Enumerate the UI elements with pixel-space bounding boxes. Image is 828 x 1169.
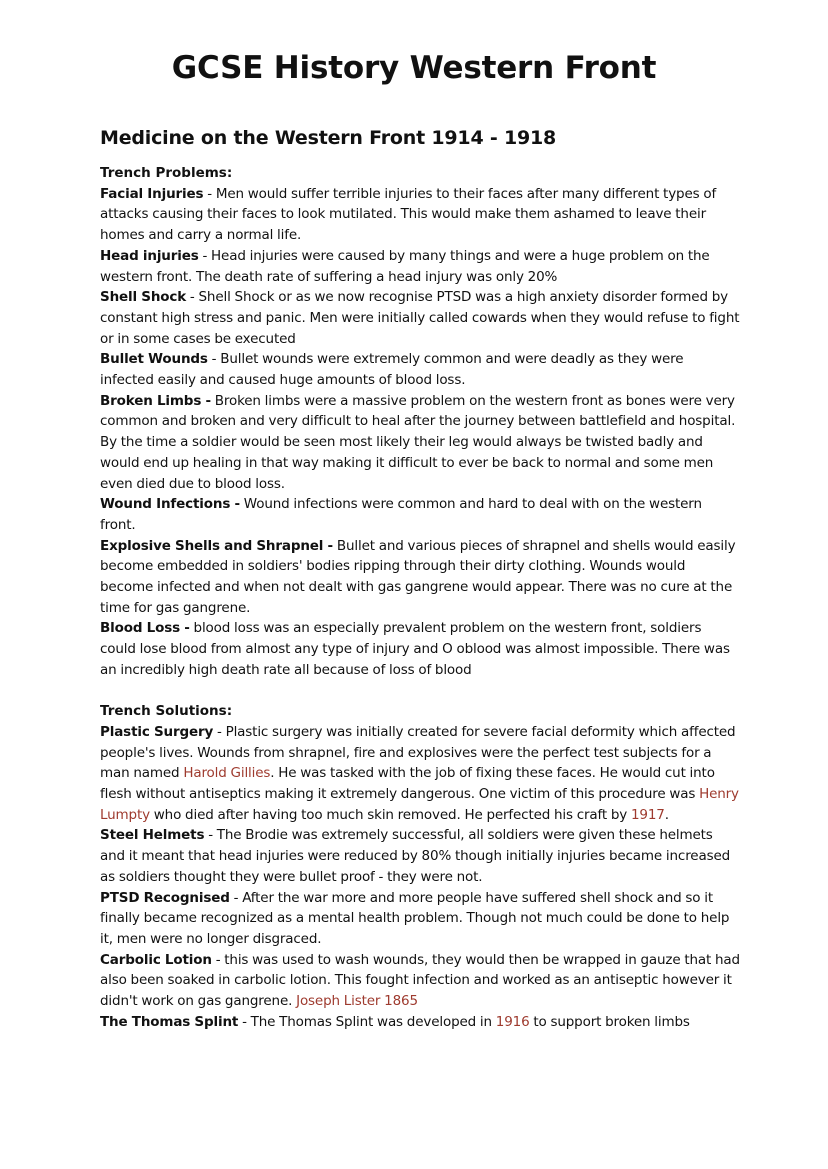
separator: - — [204, 827, 217, 844]
solution-thomas-splint — [100, 1012, 740, 1033]
separator: - — [211, 951, 225, 968]
solution-steel-helmets — [100, 825, 740, 887]
entry-text: Broken limbs were a massive problem on the western front as bones were very common and broken and very difficult to heal after the journey between battlefield and hospital. By the time a soldier would be seen most likely their leg would always be twisted badly and would end up healing in that way making it difficult to ever be back to normal and some men even died due to blood loss. — [100, 392, 736, 492]
problem-blood-loss — [100, 618, 740, 680]
term-label: Broken Limbs - — [100, 392, 211, 409]
term-label: Blood Loss - — [100, 620, 190, 637]
highlight-harold-gillies: Harold Gillies — [183, 765, 271, 782]
entry-text: blood loss was an especially prevalent problem on the western front, soldiers could lose blood from almost any type of injury and O oblood was almost impossible. There was an incredibly high death rate all because of loss of blood — [100, 620, 730, 678]
problem-head-injuries — [100, 246, 740, 287]
entry-text: Wound infections were common and hard to deal with on the western front. — [100, 496, 702, 533]
term-label: Steel Helmets — [100, 827, 205, 844]
solution-plastic-surgery — [100, 722, 740, 826]
entry-text: to support broken limbs — [529, 1013, 690, 1030]
term-label: PTSD Recognised — [100, 889, 230, 906]
entry-text: Men would suffer terrible injuries to their faces after many different types of attacks causing their faces to look mutilated. This would make them ashamed to leave their homes and carry a normal life. — [100, 185, 717, 244]
entry-text: Plastic surgery was initially created for severe facial deformity which affected people's lives. Wounds from shrapnel, fire and explosives were the perfect test subjects for a man named — [100, 723, 736, 782]
entry-text: Shell Shock or as we now recognise PTSD was a high anxiety disorder formed by constant high stress and panic. Men were initially called cowards when they would refuse to fight or in some cases be executed — [100, 289, 740, 347]
separator: - — [198, 247, 212, 264]
problem-explosive-shells — [100, 536, 740, 619]
entry-text: The Brodie was extremely successful, all soldiers were given these helmets and it meant that head injuries were reduced by 80% though initially injuries became increased as soldiers thought they were bullet proof - they were not. — [100, 827, 731, 885]
term-label: Shell Shock — [100, 289, 187, 306]
solution-ptsd-recognised — [100, 888, 740, 950]
blank-line — [100, 681, 740, 702]
trench-solutions-heading: Trench Solutions: — [100, 703, 233, 720]
solution-carbolic-lotion — [100, 950, 740, 1012]
entry-text: who died after having too much skin removed. He perfected his craft by — [149, 806, 631, 823]
problem-wound-infections — [100, 494, 740, 535]
term-label: Carbolic Lotion — [100, 951, 212, 968]
entry-text: Bullet and various pieces of shrapnel and shells would easily become embedded in soldiers' bodies ripping through their dirty clothing. Wounds would become infected and when not dealt with gas gangrene would appear. There was no cure at the time for gas gangrene. — [100, 537, 736, 616]
separator: - — [186, 289, 199, 306]
term-label: Plastic Surgery — [100, 723, 214, 740]
problem-facial-injuries — [100, 184, 740, 246]
problem-broken-limbs — [100, 391, 740, 495]
separator: - — [207, 351, 221, 368]
trench-problems-heading: Trench Problems: — [100, 165, 233, 181]
entry-text: . — [664, 806, 669, 823]
page-title: GCSE History Western Front — [171, 50, 657, 86]
highlight-year: 1916 — [495, 1013, 530, 1030]
separator: - — [203, 185, 216, 202]
entry-text: . He was tasked with the job of fixing these faces. He would cut into flesh without antiseptics making it extremely dangerous. One victim of this procedure was — [100, 765, 715, 803]
separator: - — [229, 889, 243, 906]
section-subtitle: Medicine on the Western Front 1914 - 1918 — [100, 127, 557, 149]
entry-text: After the war more and more people have suffered shell shock and so it finally became recognized as a mental health problem. Though not much could be done to help it, men were no longer disgraced. — [100, 889, 730, 947]
term-label: The Thomas Splint — [100, 1013, 239, 1030]
highlight-joseph-lister: Joseph Lister 1865 — [296, 993, 418, 1010]
term-label: Head injuries — [100, 247, 199, 264]
problem-bullet-wounds — [100, 349, 740, 390]
term-label: Explosive Shells and Shrapnel - — [100, 537, 333, 554]
separator: - — [238, 1013, 251, 1030]
term-label: Wound Infections - — [100, 496, 240, 513]
highlight-henry-lumpty: Henry Lumpty — [100, 786, 739, 823]
entry-text: Bullet wounds were extremely common and were deadly as they were infected easily and caused huge amounts of blood loss. — [100, 351, 684, 389]
entry-text: Head injuries were caused by many things and were a huge problem on the western front. The death rate of suffering a head injury was only 20% — [100, 247, 710, 285]
entry-text: The Thomas Splint was developed in — [250, 1013, 496, 1030]
separator: - — [213, 723, 226, 740]
problem-shell-shock — [100, 287, 740, 349]
entry-text: this was used to wash wounds, they would then be wrapped in gauze that had also been soaked in carbolic lotion. This fought infection and worked as an antiseptic however it didn't work on gas gangrene. — [100, 951, 740, 1010]
term-label: Facial Injuries — [100, 185, 204, 202]
highlight-year: 1917 — [630, 806, 665, 823]
document-body — [100, 127, 740, 1033]
term-label: Bullet Wounds — [100, 351, 208, 368]
